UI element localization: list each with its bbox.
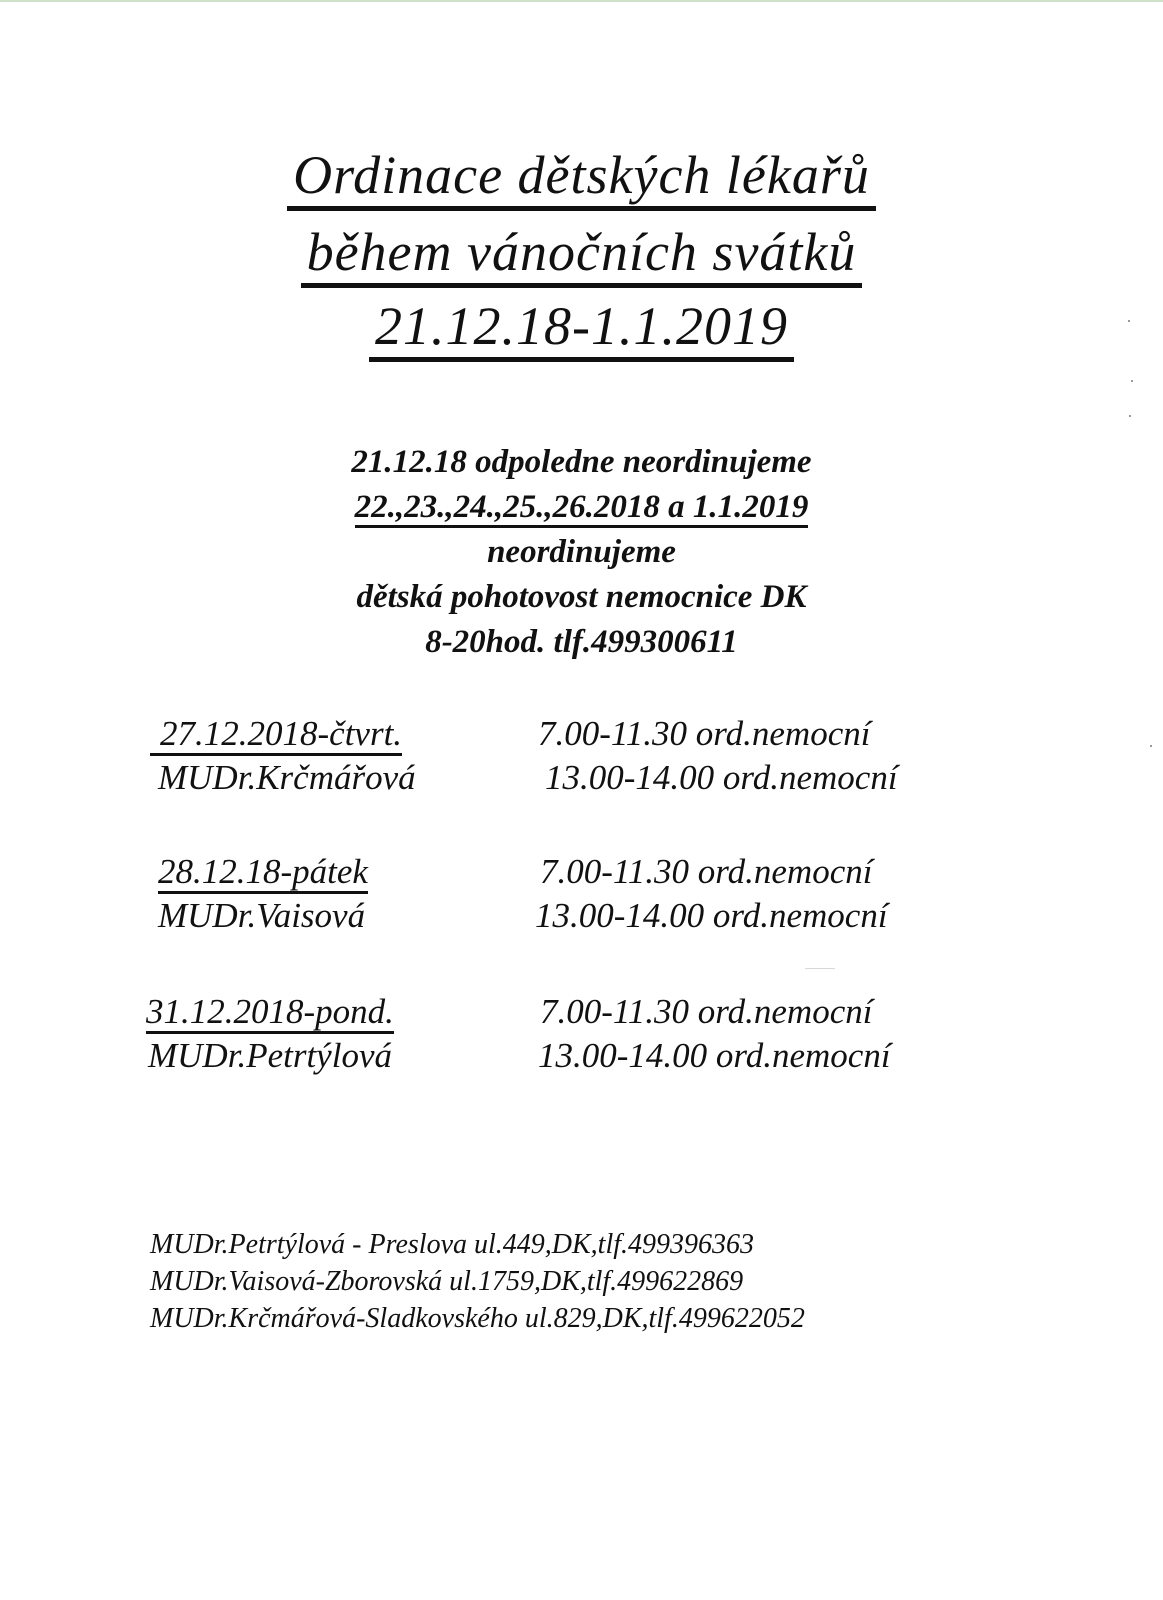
scan-speck	[1150, 745, 1152, 747]
title-line-1-text: Ordinace dětských lékařů	[287, 145, 876, 211]
schedule-hours-afternoon: 13.00-14.00 ord.nemocní	[538, 1036, 891, 1075]
schedule-doctor: MUDr.Krčmářová	[158, 758, 416, 797]
contact-line: MUDr.Petrtýlová - Preslova ul.449,DK,tlf.499396363	[150, 1229, 755, 1260]
page-title-line-2	[0, 222, 1163, 288]
schedule-doctor: MUDr.Petrtýlová	[148, 1036, 392, 1075]
schedule-hours-morning: 7.00-11.30 ord.nemocní	[540, 852, 873, 891]
scan-edge-line	[0, 0, 1163, 2]
contact-line: MUDr.Vaisová-Zborovská ul.1759,DK,tlf.499622869	[150, 1266, 744, 1297]
schedule-hours-morning: 7.00-11.30 ord.nemocní	[540, 992, 873, 1031]
title-line-3-text: 21.12.18-1.1.2019	[369, 296, 794, 362]
notice-line-5: 8-20hod. tlf.499300611	[425, 624, 738, 660]
notice-line-1: 21.12.18 odpoledne neordinujeme	[351, 444, 812, 480]
scan-speck	[805, 968, 835, 969]
schedule-date	[158, 850, 368, 894]
schedule-date-text: 31.12.2018-pond.	[146, 992, 394, 1034]
scan-speck	[1131, 380, 1133, 382]
notice-line-2	[0, 485, 1163, 530]
title-line-2-text: během vánočních svátků	[301, 222, 863, 288]
schedule-hours-afternoon: 13.00-14.00 ord.nemocní	[535, 896, 888, 935]
scan-speck	[1129, 415, 1131, 417]
page-title-line-1	[0, 145, 1163, 211]
schedule-hours-morning: 7.00-11.30 ord.nemocní	[538, 714, 871, 753]
notice-line-3: neordinujeme	[487, 534, 676, 570]
schedule-date-text: 28.12.18-pátek	[158, 852, 368, 894]
closed-dates: 22.,23.,24.,25.,26.2018 a 1.1.2019	[355, 489, 809, 528]
schedule-doctor: MUDr.Vaisová	[158, 896, 366, 935]
schedule-hours-afternoon: 13.00-14.00 ord.nemocní	[545, 758, 898, 797]
scan-speck	[1128, 320, 1130, 322]
schedule-date	[146, 990, 394, 1034]
page-title-date-range	[0, 296, 1163, 362]
contact-line: MUDr.Krčmářová-Sladkovského ul.829,DK,tlf.499622052	[150, 1303, 805, 1334]
schedule-date	[150, 712, 402, 756]
notice-line-4: dětská pohotovost nemocnice DK	[356, 579, 807, 615]
schedule-date-text: 27.12.2018-čtvrt.	[150, 714, 402, 756]
